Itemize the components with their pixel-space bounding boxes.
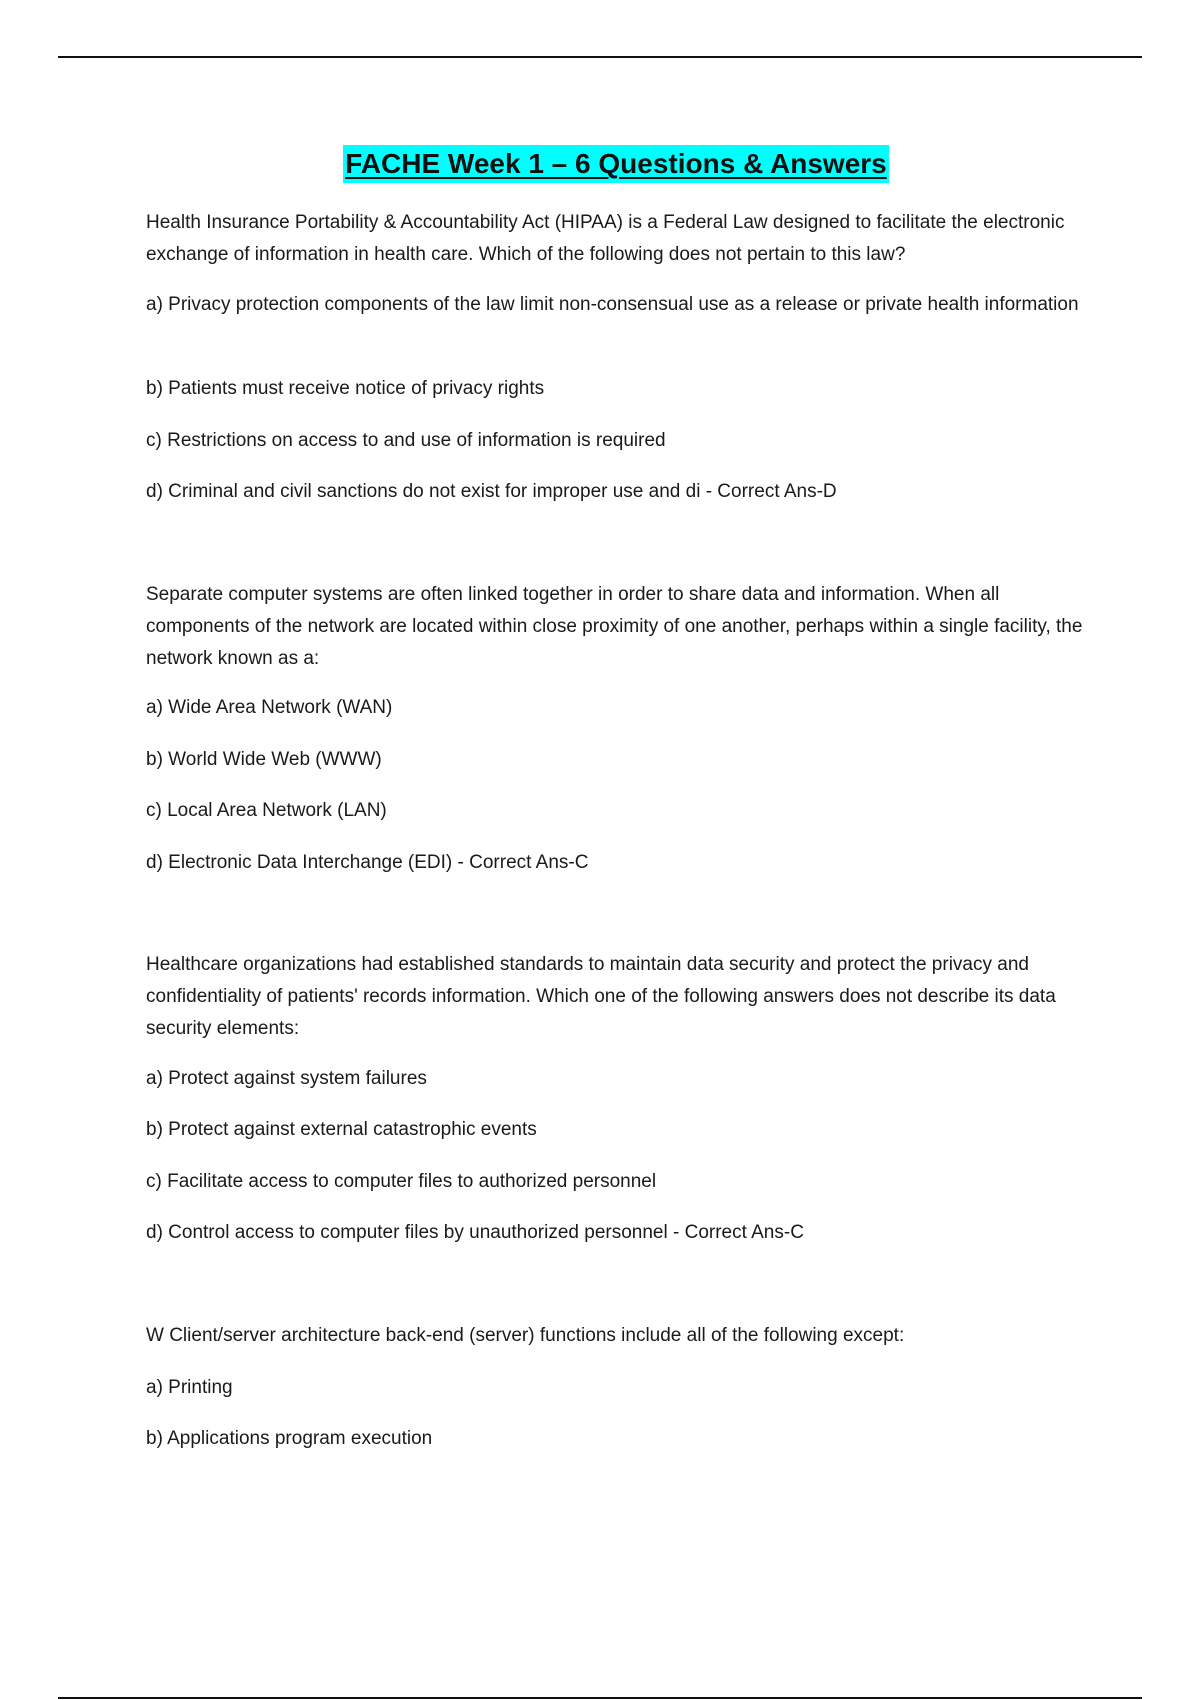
question-3-option-d: d) Control access to computer files by unauthorized personnel - Correct Ans-C: [146, 1222, 804, 1243]
question-3-text: Healthcare organizations had established standards to maintain data security and protect the privacy and confidentiality of patients' records information. Which one of the following answers does not describe its data security elements:: [146, 954, 1056, 1039]
question-1-option-d: d) Criminal and civil sanctions do not exist for improper use and di - Correct Ans-D: [146, 481, 837, 502]
question-4-option-a: a) Printing: [146, 1377, 233, 1398]
header-rule: [58, 56, 1142, 58]
question-4-text: W Client/server architecture back-end (server) functions include all of the following except:: [146, 1325, 905, 1346]
title-wrap: [146, 145, 1086, 183]
question-1-option-c: c) Restrictions on access to and use of information is required: [146, 430, 666, 451]
document-title: FACHE Week 1 – 6 Questions & Answers: [343, 145, 889, 183]
question-2-option-c: c) Local Area Network (LAN): [146, 800, 387, 821]
question-2-option-b: b) World Wide Web (WWW): [146, 749, 382, 770]
question-3-option-b: b) Protect against external catastrophic events: [146, 1119, 537, 1140]
footer-rule: [58, 1697, 1142, 1699]
question-2-text: Separate computer systems are often linked together in order to share data and information. When all components of the network are located within close proximity of one another, perhaps within a single facility, the network known as a:: [146, 584, 1083, 669]
question-3-option-c: c) Facilitate access to computer files to authorized personnel: [146, 1171, 657, 1192]
question-2-option-a: a) Wide Area Network (WAN): [146, 697, 393, 718]
question-3-option-a: a) Protect against system failures: [146, 1068, 427, 1089]
question-4-option-b: b) Applications program execution: [146, 1428, 433, 1449]
question-1-text: Health Insurance Portability & Accountability Act (HIPAA) is a Federal Law designed to facilitate the electronic exchange of information in health care. Which of the following does not pertain to this law?: [146, 212, 1065, 265]
question-1-option-b: b) Patients must receive notice of privacy rights: [146, 378, 545, 399]
question-1-option-a: a) Privacy protection components of the law limit non-consensual use as a release or private health information: [146, 294, 1079, 315]
question-2-option-d: d) Electronic Data Interchange (EDI) - Correct Ans-C: [146, 852, 589, 873]
